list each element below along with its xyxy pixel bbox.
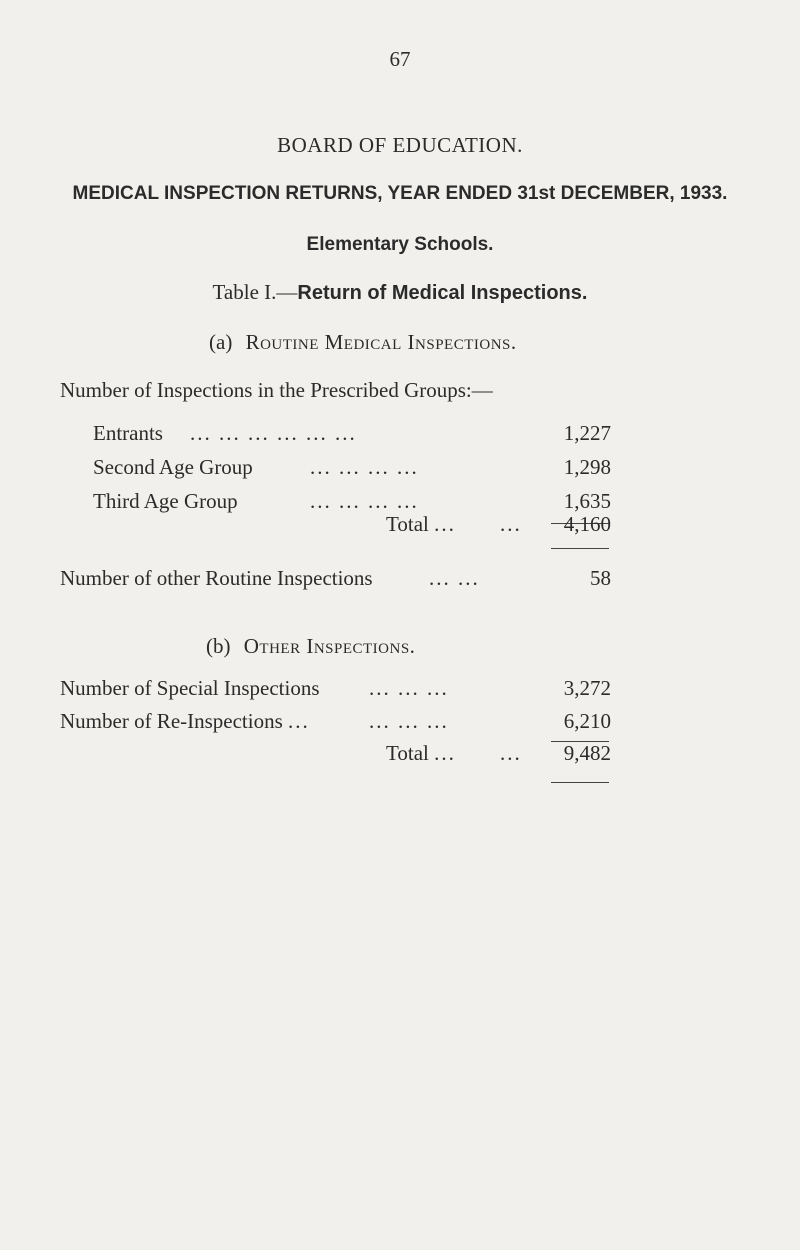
section-a-letter: (a)	[209, 330, 233, 354]
other-routine-value: 58	[590, 566, 611, 590]
subtotal-rule-b-bottom	[551, 782, 609, 783]
entrants-label: Entrants	[93, 421, 163, 445]
second-age-label: Second Age Group	[93, 455, 253, 479]
special-inspections-dots: ... ... ...	[369, 676, 449, 700]
second-age-value: 1,298	[563, 455, 611, 479]
section-a-heading	[209, 330, 517, 355]
main-heading: MEDICAL INSPECTION RETURNS, YEAR ENDED 31st DECEMBER, 1933.	[72, 183, 728, 204]
re-inspections-label: Number of Re-Inspections ...	[60, 709, 310, 733]
page-number: 67	[389, 47, 411, 71]
third-age-dots: ... ... ... ...	[310, 489, 419, 513]
section-b-letter: (b)	[206, 634, 231, 658]
board-title: BOARD OF EDUCATION.	[277, 133, 523, 157]
special-inspections-value: 3,272	[563, 676, 611, 700]
section-a-intro: Number of Inspections in the Prescribed Groups:—	[60, 378, 493, 402]
re-inspections-value: 6,210	[563, 709, 611, 733]
re-inspections-dots: ... ... ...	[369, 709, 449, 733]
third-age-label: Third Age Group	[93, 489, 238, 513]
section-b-heading	[206, 634, 415, 659]
total-a-dots: ...	[500, 512, 522, 536]
total-a-label: Total ...	[386, 512, 456, 536]
other-routine-label: Number of other Routine Inspections	[60, 566, 373, 590]
section-b-title: Other Inspections.	[243, 634, 416, 658]
total-b-value: 9,482	[563, 741, 611, 765]
total-b-dots: ...	[500, 741, 522, 765]
total-a-value: 4,160	[563, 512, 611, 536]
table-title-prefix: Table I.—	[212, 280, 298, 304]
second-age-dots: ... ... ... ...	[310, 455, 419, 479]
entrants-value: 1,227	[563, 421, 611, 445]
section-a-title: Routine Medical Inspections.	[245, 330, 517, 354]
other-routine-dots: ... ...	[429, 566, 480, 590]
subheading: Elementary Schools.	[306, 234, 494, 255]
subtotal-rule-a-bottom	[551, 548, 609, 549]
third-age-value: 1,635	[563, 489, 611, 513]
total-b-label: Total ...	[386, 741, 456, 765]
table-title-bold: Return of Medical Inspections.	[297, 282, 588, 304]
special-inspections-label: Number of Special Inspections	[60, 676, 320, 700]
entrants-dots: ... ... ... ... ... ...	[190, 421, 357, 445]
table-title	[0, 280, 800, 305]
